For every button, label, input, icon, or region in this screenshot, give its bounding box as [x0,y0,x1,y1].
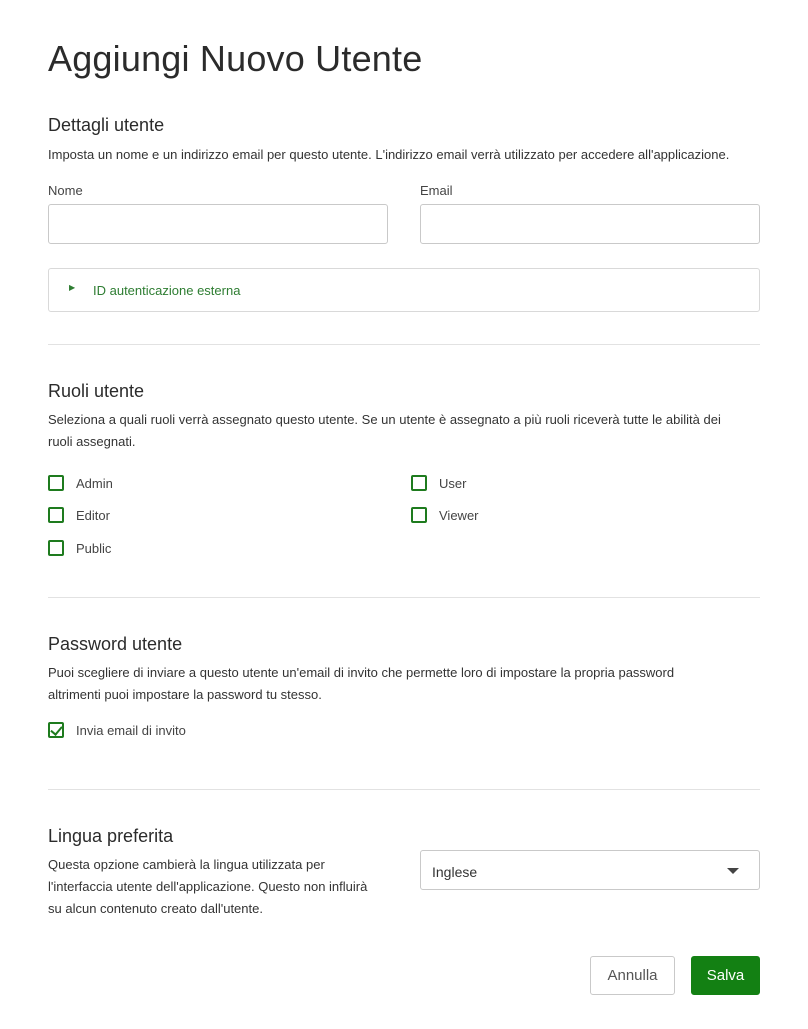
cancel-button[interactable]: Annulla [590,956,675,995]
language-selected-value: Inglese [432,864,478,880]
divider [48,597,760,598]
name-input[interactable] [48,204,388,244]
save-button[interactable]: Salva [691,956,760,995]
page-title: Aggiungi Nuovo Utente [48,38,423,79]
invite-email-label: Invia email di invito [76,723,186,738]
language-description-line1: Questa opzione cambierà la lingua utilizzata per [48,857,325,872]
checkbox-box-checked[interactable] [48,722,64,738]
password-description-line1: Puoi scegliere di inviare a questo utente un'email di invito che permette loro di impostare la propria password [48,665,675,680]
roles-heading: Ruoli utente [48,381,145,401]
name-label: Nome [48,183,83,198]
password-heading: Password utente [48,634,183,654]
divider [48,344,760,345]
language-select[interactable] [420,850,760,890]
role-checkbox-user[interactable] [411,475,611,495]
role-checkbox-viewer[interactable] [411,507,611,527]
invite-email-checkbox[interactable] [48,722,298,742]
role-checkbox-editor[interactable] [48,507,248,527]
details-heading: Dettagli utente [48,115,165,135]
role-label: Public [76,541,112,556]
checkbox-box[interactable] [411,475,427,491]
checkbox-box[interactable] [48,507,64,523]
language-description-line2: l'interfaccia utente dell'applicazione. Questo non influirà [48,879,368,894]
roles-description-line1: Seleziona a quali ruoli verrà assegnato questo utente. Se un utente è assegnato a più ruoli riceverà tutte le abilità dei [48,412,721,427]
role-label: Viewer [439,508,479,523]
roles-description-line2: ruoli assegnati. [48,434,136,449]
divider [48,789,760,790]
role-label: Editor [76,508,110,523]
chevron-down-icon [727,868,739,874]
email-input[interactable] [420,204,760,244]
checkbox-box[interactable] [411,507,427,523]
role-checkbox-admin[interactable] [48,475,248,495]
details-description: Imposta un nome e un indirizzo email per questo utente. L'indirizzo email verrà utilizzato per accedere all'applicazione. [48,147,730,162]
external-auth-label: ID autenticazione esterna [93,283,241,298]
role-label: User [439,476,467,491]
checkbox-box[interactable] [48,475,64,491]
external-auth-disclosure[interactable] [48,268,760,312]
role-label: Admin [76,476,113,491]
caret-right-icon: ▶ [69,283,76,292]
role-checkbox-public[interactable] [48,540,248,560]
checkbox-box[interactable] [48,540,64,556]
password-description-line2: altrimenti puoi impostare la password tu stesso. [48,687,322,702]
language-description-line3: su alcun contenuto creato dall'utente. [48,901,263,916]
language-heading: Lingua preferita [48,826,174,846]
email-label: Email [420,183,453,198]
